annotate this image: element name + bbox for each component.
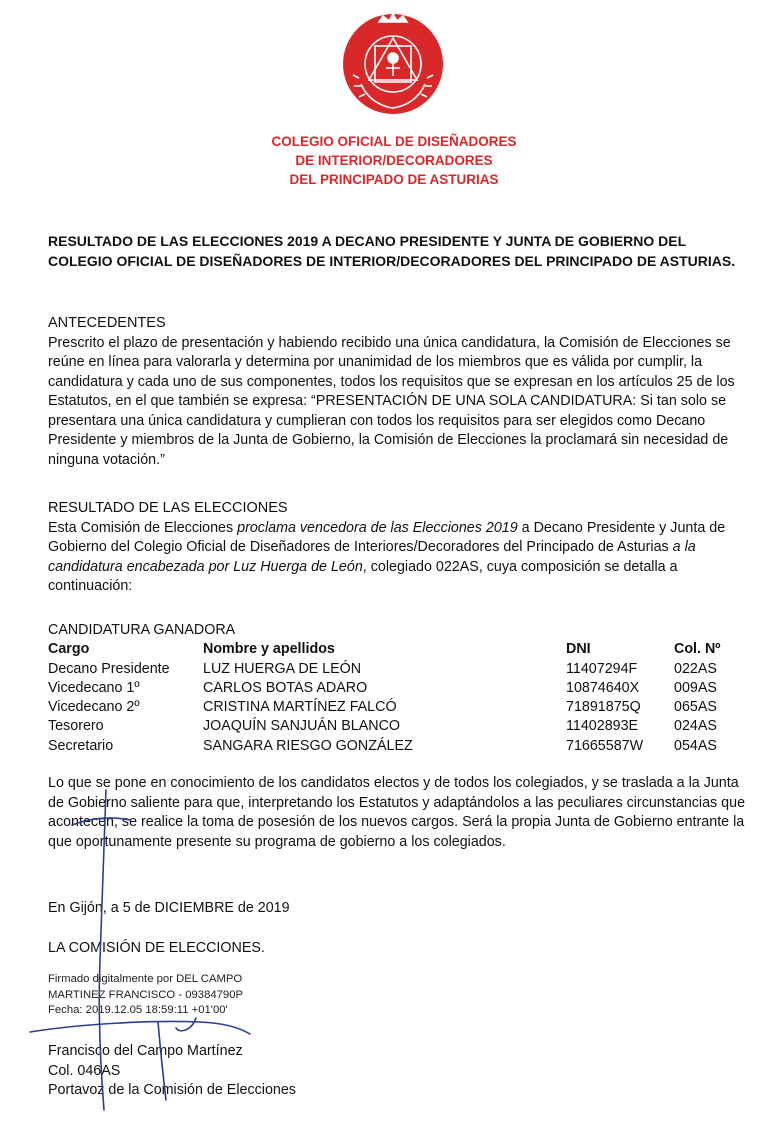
resultado-text-2: a Decano Presidente y Junta de Gobierno del Colegio Oficial de Diseñadores de Interiores/Decoradores del Principado de Asturias [48,519,726,555]
org-line-2: DE INTERIOR/DECORADORES [295,153,493,168]
cell-dni: 71891875Q [566,699,641,716]
cell-dni: 71665587W [566,737,644,754]
signer-name: Francisco del Campo Martínez [48,1043,243,1059]
resultado-emphasis-1: proclama vencedora de las Elecciones 2019 [237,519,518,536]
header-nombre: Nombre y apellidos [203,641,335,658]
header-col: Col. Nº [674,641,721,658]
cell-col: 022AS [674,660,717,677]
antecedentes-body: Prescrito el plazo de presentación y habiendo recibido una única candidatura, la Comisión de Elecciones se reúne en línea para valorarla y determina por unanimidad de los miembros que es válida por cumplir, la candidatura y cada uno de sus componentes, todos los requisitos que se expresan en los artículos 25 de los Estatutos, en el que también se expresa: “PRESENTACIÓN DE UNA SOLA CANDIDATURA: Si tan solo se presentara una única candidatura y cumplieran con todos los requisitos para ser elegidos como Decano Presidente y miembros de la Junta de Gobierno, la Comisión de Elecciones la proclamará sin necesidad de ninguna votación.” [48,334,735,468]
cell-nombre: LUZ HUERGA DE LEÓN [203,660,362,677]
cell-dni: 11402893E [566,718,639,735]
antecedentes-heading: ANTECEDENTES [48,315,166,331]
cell-col: 024AS [674,718,717,735]
cell-dni: 11407294F [566,660,638,677]
org-line-1: COLEGIO OFICIAL DE DISEÑADORES [271,134,517,149]
place-date: En Gijón, a 5 de DICIEMBRE de 2019 [48,900,290,916]
cell-cargo: Decano Presidente [48,660,170,677]
digital-signature-line-1: Firmado digitalmente por DEL CAMPO [48,973,243,985]
candidatura-heading: CANDIDATURA GANADORA [48,622,236,638]
closing-paragraph: Lo que se pone en conocimiento de los candidatos electos y de todos los colegiados, y se traslada a la Junta de Gobierno saliente para que, interpretando los Estatutos y adaptándolos a las peculiares circunstancias que acontecen, se realice la toma de posesión de los nuevos cargos. Será la propia Junta de Gobierno entrante la que oportunamente presente su programa de gobierno a los colegiados. [48,775,746,850]
cell-nombre: CRISTINA MARTÍNEZ FALCÓ [203,699,397,716]
header-dni: DNI [566,641,591,658]
commission-label: LA COMISIÓN DE ELECCIONES. [48,940,265,956]
cell-nombre: CARLOS BOTAS ADARO [203,679,368,696]
org-line-3: DEL PRINCIPADO DE ASTURIAS [289,172,499,187]
cell-col: 065AS [674,699,717,716]
resultado-text-3: , colegiado 022AS, cuya composición se detalla a continuación: [48,558,678,594]
resultado-heading: RESULTADO DE LAS ELECCIONES [48,500,288,516]
header-cargo: Cargo [48,641,90,658]
cell-cargo: Tesorero [48,718,104,735]
cell-cargo: Vicedecano 2º [48,699,140,716]
cell-nombre: JOAQUÍN SANJUÁN BLANCO [203,718,401,735]
digital-signature-line-3: Fecha: 2019.12.05 18:59:11 +01'00' [48,1004,228,1016]
document-title: RESULTADO DE LAS ELECCIONES 2019 A DECANO PRESIDENTE Y JUNTA DE GOBIERNO DEL COLEGIO OFICIAL DE DISEÑADORES DE INTERIOR/DECORADORES DEL PRINCIPADO DE ASTURIAS. [48,233,736,269]
cell-nombre: SANGARA RIESGO GONZÁLEZ [203,737,413,754]
cell-dni: 10874640X [566,679,640,696]
resultado-text-1: Esta Comisión de Elecciones [48,519,238,536]
resultado-emphasis-2: a la candidatura encabezada por Luz Huerga de León [48,539,696,575]
cell-cargo: Secretario [48,737,114,754]
signer-col: Col. 046AS [48,1062,121,1079]
cell-col: 009AS [674,679,717,696]
cell-col: 054AS [674,737,717,754]
cell-cargo: Vicedecano 1º [48,679,140,696]
signer-role: Portavoz de la Comisión de Elecciones [48,1082,296,1098]
digital-signature-line-2: MARTINEZ FRANCISCO - 09384790P [48,988,244,1001]
